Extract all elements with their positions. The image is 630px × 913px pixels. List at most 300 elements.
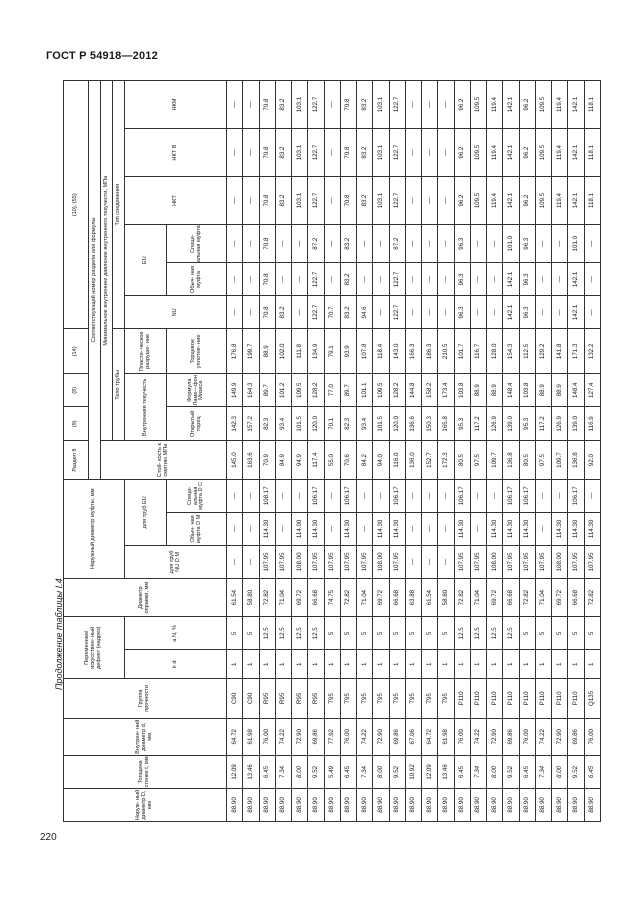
cell-an: 5 xyxy=(357,617,373,650)
cell-lame: 109.5 xyxy=(292,374,308,407)
hdr-pressure-title: Минимальное внутреннее давление внутреннего текучести, МПа xyxy=(101,81,113,441)
cell-od: 88.90 xyxy=(308,788,324,821)
cell-nu: — xyxy=(227,545,243,578)
cell-grade: T95 xyxy=(340,679,356,718)
cell-od: 88.90 xyxy=(373,788,389,821)
cell-p-eureg: — xyxy=(470,263,486,296)
cell-kd: 1 xyxy=(357,650,373,679)
cell-nkm: 96.2 xyxy=(454,81,470,129)
table-row xyxy=(259,81,275,822)
cell-nu: 107.95 xyxy=(584,545,601,578)
cell-nkm: 142.1 xyxy=(503,81,519,129)
cell-lame: 101.1 xyxy=(357,374,373,407)
cell-id: 76.00 xyxy=(340,718,356,755)
cell-open: 139.0 xyxy=(568,407,584,441)
cell-od: 88.90 xyxy=(503,788,519,821)
cell-lame: 88.9 xyxy=(535,374,551,407)
cell-drift: 72.82 xyxy=(584,578,601,616)
cell-nu: 107.95 xyxy=(568,545,584,578)
cell-grade: T95 xyxy=(373,679,389,718)
cell-wt: 9.52 xyxy=(568,755,584,788)
cell-euspec: 106.17 xyxy=(340,479,356,512)
cell-hkt: 96.2 xyxy=(519,177,535,225)
cell-wt: 12.09 xyxy=(227,755,243,788)
cell-eureg: 114.30 xyxy=(519,512,535,545)
cell-p-eureg: 142.1 xyxy=(503,263,519,296)
cell-p-eureg: — xyxy=(275,263,291,296)
cell-p-nu: 122.7 xyxy=(308,296,324,329)
cell-drift: 61.54 xyxy=(227,578,243,616)
hdr-eu-pipe: для труб EU xyxy=(125,479,167,545)
cell-open: 117.2 xyxy=(470,407,486,441)
cell-p-euspec: 101.0 xyxy=(503,225,519,263)
table-body xyxy=(227,81,601,822)
cell-capped: 118.4 xyxy=(373,329,389,374)
cell-hktv: 122.7 xyxy=(308,129,324,177)
cell-od: 88.90 xyxy=(357,788,373,821)
cell-od: 88.90 xyxy=(487,788,503,821)
cell-nu: 107.95 xyxy=(357,545,373,578)
cell-wt: 6.45 xyxy=(259,755,275,788)
cell-collapse: 84.9 xyxy=(275,441,291,479)
cell-kd: 1 xyxy=(503,650,519,679)
cell-grade: C90 xyxy=(227,679,243,718)
cell-hktv: 118.1 xyxy=(584,129,601,177)
cell-open: 120.0 xyxy=(308,407,324,441)
cell-id: 72.90 xyxy=(373,718,389,755)
cell-capped: 116.7 xyxy=(470,329,486,374)
cell-p-euspec: 87.2 xyxy=(389,225,405,263)
cell-open: 93.4 xyxy=(275,407,291,441)
cell-p-nu: 142.1 xyxy=(503,296,519,329)
cell-eureg: 114.30 xyxy=(340,512,356,545)
cell-hktv: 70.8 xyxy=(340,129,356,177)
cell-wt: 7.34 xyxy=(357,755,373,788)
cell-wt: 8.00 xyxy=(487,755,503,788)
cell-an: 12.5 xyxy=(292,617,308,650)
cell-collapse: 80.5 xyxy=(454,441,470,479)
cell-nkm: 70.8 xyxy=(259,81,275,129)
cell-p-euspec: — xyxy=(487,225,503,263)
cell-p-eureg: — xyxy=(438,263,454,296)
cell-p-nu: — xyxy=(584,296,601,329)
cell-nu: 107.95 xyxy=(519,545,535,578)
cell-p-euspec: — xyxy=(275,225,291,263)
cell-kd: 1 xyxy=(405,650,421,679)
cell-euspec: — xyxy=(324,479,340,512)
cell-euspec: — xyxy=(487,479,503,512)
cell-capped: 186.3 xyxy=(422,329,438,374)
cell-hkt: 109.5 xyxy=(470,177,486,225)
cell-collapse: 84.2 xyxy=(357,441,373,479)
cell-p-eureg: — xyxy=(292,263,308,296)
cell-nu: 107.95 xyxy=(340,545,356,578)
cell-euspec: — xyxy=(357,479,373,512)
cell-od: 88.90 xyxy=(584,788,601,821)
cell-eureg: 114.30 xyxy=(568,512,584,545)
cell-kd: 1 xyxy=(373,650,389,679)
cell-p-nu: — xyxy=(487,296,503,329)
cell-capped: 199.7 xyxy=(243,329,259,374)
cell-p-euspec: — xyxy=(438,225,454,263)
cell-id: 74.22 xyxy=(470,718,486,755)
cell-id: 72.90 xyxy=(552,718,568,755)
cell-kd: 1 xyxy=(470,650,486,679)
cell-p-euspec: — xyxy=(243,225,259,263)
cell-p-eureg: — xyxy=(487,263,503,296)
document-header: ГОСТ Р 54918—2012 xyxy=(46,50,158,62)
hdr-formula-14: (14) xyxy=(64,329,89,374)
cell-p-euspec: 96.3 xyxy=(519,225,535,263)
cell-hkt: 109.5 xyxy=(535,177,551,225)
cell-eureg: — xyxy=(438,512,454,545)
cell-p-nu: — xyxy=(227,296,243,329)
cell-open: 142.3 xyxy=(227,407,243,441)
cell-hkt: 142.1 xyxy=(568,177,584,225)
hdr-nkm: НКМ xyxy=(125,81,227,129)
cell-hktv: 142.1 xyxy=(568,129,584,177)
table-row xyxy=(584,81,601,822)
cell-nkm: 70.8 xyxy=(340,81,356,129)
cell-wt: 9.52 xyxy=(389,755,405,788)
cell-collapse: 145.0 xyxy=(227,441,243,479)
cell-collapse: 109.7 xyxy=(552,441,568,479)
cell-capped: 107.8 xyxy=(357,329,373,374)
cell-kd: 1 xyxy=(324,650,340,679)
cell-open: 157.2 xyxy=(243,407,259,441)
cell-nu: 107.95 xyxy=(308,545,324,578)
cell-nkm: 119.4 xyxy=(552,81,568,129)
cell-nkm: 122.7 xyxy=(389,81,405,129)
hdr-eu-special-coupling: Специ- альная муфта D C xyxy=(167,479,227,512)
cell-collapse: 94.0 xyxy=(373,441,389,479)
cell-nkm: 118.1 xyxy=(584,81,601,129)
cell-open: 139.0 xyxy=(503,407,519,441)
cell-kd: 1 xyxy=(535,650,551,679)
cell-id: 69.86 xyxy=(568,718,584,755)
cell-eureg: — xyxy=(243,512,259,545)
cell-p-eureg: 96.3 xyxy=(454,263,470,296)
cell-grade: P110 xyxy=(503,679,519,718)
cell-lame: 89.7 xyxy=(340,374,356,407)
cell-wt: 10.92 xyxy=(405,755,421,788)
cell-hktv: 142.1 xyxy=(503,129,519,177)
cell-p-eureg: — xyxy=(405,263,421,296)
hdr-eu-special: Специ- альная муфта xyxy=(167,225,227,263)
hdr-collapse: Стой- кость к смятию МПа xyxy=(101,441,227,479)
cell-drift: 63.88 xyxy=(405,578,421,616)
cell-hktv: — xyxy=(227,129,243,177)
cell-wt: 6.45 xyxy=(454,755,470,788)
cell-euspec: 106.17 xyxy=(308,479,324,512)
cell-nu: — xyxy=(243,545,259,578)
cell-p-eureg: 70.8 xyxy=(259,263,275,296)
cell-id: 72.90 xyxy=(292,718,308,755)
cell-nkm: — xyxy=(422,81,438,129)
cell-nu: — xyxy=(422,545,438,578)
table-row xyxy=(324,81,340,822)
cell-capped: 134.9 xyxy=(308,329,324,374)
cell-euspec: — xyxy=(292,479,308,512)
cell-open: 95.3 xyxy=(454,407,470,441)
cell-lame: 77.0 xyxy=(324,374,340,407)
cell-od: 88.90 xyxy=(389,788,405,821)
cell-od: 88.90 xyxy=(470,788,486,821)
cell-p-euspec: 70.8 xyxy=(259,225,275,263)
cell-kd: 1 xyxy=(340,650,356,679)
cell-lame: 103.8 xyxy=(454,374,470,407)
cell-hkt: 119.4 xyxy=(487,177,503,225)
cell-hktv: — xyxy=(422,129,438,177)
cell-an: 12.5 xyxy=(454,617,470,650)
cell-capped: 141.8 xyxy=(552,329,568,374)
pipe-data-table xyxy=(63,80,601,822)
cell-euspec: 106.17 xyxy=(454,479,470,512)
cell-eureg: 114.30 xyxy=(584,512,601,545)
hdr-formula-8: (8) xyxy=(64,374,89,407)
cell-kd: 1 xyxy=(438,650,454,679)
cell-nu: — xyxy=(405,545,421,578)
cell-od: 88.90 xyxy=(275,788,291,821)
cell-nkm: — xyxy=(324,81,340,129)
table-row xyxy=(470,81,486,822)
cell-drift: 71.04 xyxy=(470,578,486,616)
cell-grade: R95 xyxy=(292,679,308,718)
cell-p-nu: — xyxy=(373,296,389,329)
cell-drift: 69.72 xyxy=(487,578,503,616)
cell-p-nu: 83.2 xyxy=(275,296,291,329)
hdr-eu-regular-coupling: Обыч- ная муфта D M xyxy=(167,512,227,545)
hdr-internal-yield: Внутренняя текучесть xyxy=(125,374,167,441)
cell-euspec: — xyxy=(422,479,438,512)
cell-open: 93.4 xyxy=(357,407,373,441)
cell-nkm: — xyxy=(227,81,243,129)
cell-eureg: — xyxy=(422,512,438,545)
hdr-kd: k d xyxy=(125,650,227,679)
cell-drift: 72.82 xyxy=(519,578,535,616)
cell-p-nu: 122.7 xyxy=(389,296,405,329)
cell-an: 5 xyxy=(405,617,421,650)
cell-p-nu: — xyxy=(552,296,568,329)
cell-nu: 107.95 xyxy=(454,545,470,578)
cell-grade: P110 xyxy=(535,679,551,718)
cell-hktv: 83.2 xyxy=(275,129,291,177)
cell-capped: 93.9 xyxy=(340,329,356,374)
cell-euspec: 106.17 xyxy=(568,479,584,512)
cell-hktv: — xyxy=(438,129,454,177)
cell-p-eureg: — xyxy=(552,263,568,296)
hdr-drift-diameter: Диаметр оправки, мм xyxy=(64,578,227,616)
continuation-caption: Продолжение таблицы I.4 xyxy=(54,578,64,690)
cell-open: 82.3 xyxy=(340,407,356,441)
hdr-strength-grade: Группа прочности xyxy=(64,679,227,718)
table-row xyxy=(340,81,356,822)
cell-eureg: 114.30 xyxy=(487,512,503,545)
cell-p-eureg: 122.7 xyxy=(389,263,405,296)
cell-drift: 72.82 xyxy=(340,578,356,616)
cell-an: 5 xyxy=(552,617,568,650)
cell-id: 76.00 xyxy=(519,718,535,755)
cell-drift: 74.75 xyxy=(324,578,340,616)
cell-euspec: 106.17 xyxy=(519,479,535,512)
cell-eureg: — xyxy=(275,512,291,545)
cell-collapse: 136.8 xyxy=(568,441,584,479)
hdr-formula-10-55: (10), (55) xyxy=(64,81,89,329)
cell-open: 82.3 xyxy=(259,407,275,441)
cell-hkt: — xyxy=(243,177,259,225)
hdr-inner-diameter: Внутрен- ний диаметр d, мм xyxy=(64,718,227,755)
cell-euspec: — xyxy=(373,479,389,512)
cell-eureg: 114.30 xyxy=(259,512,275,545)
cell-lame: 164.3 xyxy=(243,374,259,407)
cell-p-eureg: 142.1 xyxy=(568,263,584,296)
cell-p-nu: — xyxy=(438,296,454,329)
cell-kd: 1 xyxy=(275,650,291,679)
cell-od: 88.90 xyxy=(340,788,356,821)
cell-p-nu: — xyxy=(422,296,438,329)
cell-kd: 1 xyxy=(552,650,568,679)
cell-capped: 111.8 xyxy=(292,329,308,374)
table-row xyxy=(487,81,503,822)
cell-p-nu: — xyxy=(292,296,308,329)
cell-p-eureg: 122.7 xyxy=(308,263,324,296)
cell-wt: 7.34 xyxy=(275,755,291,788)
cell-eureg: — xyxy=(470,512,486,545)
cell-lame: 128.2 xyxy=(308,374,324,407)
cell-p-euspec: 101.0 xyxy=(568,225,584,263)
table-row xyxy=(227,81,243,822)
table-row xyxy=(454,81,470,822)
cell-collapse: 109.7 xyxy=(487,441,503,479)
cell-capped: 101.7 xyxy=(454,329,470,374)
cell-p-euspec: — xyxy=(324,225,340,263)
cell-an: 5 xyxy=(422,617,438,650)
cell-nkm: — xyxy=(438,81,454,129)
cell-hkt: — xyxy=(422,177,438,225)
hdr-nu-pipe: для труб NU D M xyxy=(125,545,227,578)
cell-lame: 158.2 xyxy=(422,374,438,407)
cell-grade: P110 xyxy=(519,679,535,718)
cell-open: 116.9 xyxy=(584,407,601,441)
cell-grade: C90 xyxy=(243,679,259,718)
cell-lame: 173.4 xyxy=(438,374,454,407)
cell-wt: 8.00 xyxy=(292,755,308,788)
cell-wt: 5.49 xyxy=(324,755,340,788)
cell-lame: 149.9 xyxy=(227,374,243,407)
cell-id: 77.92 xyxy=(324,718,340,755)
cell-nkm: 103.1 xyxy=(373,81,389,129)
cell-hktv: — xyxy=(405,129,421,177)
cell-id: 61.98 xyxy=(438,718,454,755)
cell-kd: 1 xyxy=(259,650,275,679)
cell-an: 5 xyxy=(584,617,601,650)
cell-hktv: 96.2 xyxy=(519,129,535,177)
cell-od: 88.90 xyxy=(405,788,421,821)
cell-collapse: 94.9 xyxy=(292,441,308,479)
cell-p-euspec: — xyxy=(470,225,486,263)
cell-id: 76.00 xyxy=(454,718,470,755)
cell-euspec: — xyxy=(275,479,291,512)
hdr-coupling-od: Наружный диаметр муфты, мм xyxy=(64,479,125,578)
hdr-eu: EU xyxy=(125,225,167,296)
cell-nu: 107.95 xyxy=(535,545,551,578)
cell-lame: 88.9 xyxy=(470,374,486,407)
cell-nkm: — xyxy=(405,81,421,129)
cell-nu: 107.95 xyxy=(324,545,340,578)
cell-eureg: 114.30 xyxy=(373,512,389,545)
cell-hktv: 119.4 xyxy=(552,129,568,177)
cell-nkm: 109.5 xyxy=(470,81,486,129)
table-row xyxy=(552,81,568,822)
cell-p-euspec: — xyxy=(227,225,243,263)
hdr-open-end: Открытый торец xyxy=(167,407,227,441)
cell-lame: 109.5 xyxy=(373,374,389,407)
cell-nu: 108.00 xyxy=(292,545,308,578)
cell-grade: Q135 xyxy=(584,679,601,718)
hdr-eu-regular: Обыч- ная муфта xyxy=(167,263,227,296)
cell-p-nu: 70.7 xyxy=(324,296,340,329)
cell-p-eureg: — xyxy=(584,263,601,296)
cell-an: 5 xyxy=(340,617,356,650)
cell-an: 5 xyxy=(389,617,405,650)
cell-p-nu: 94.6 xyxy=(357,296,373,329)
cell-hktv: 70.8 xyxy=(259,129,275,177)
cell-grade: P110 xyxy=(568,679,584,718)
cell-an: 5 xyxy=(227,617,243,650)
cell-drift: 66.68 xyxy=(568,578,584,616)
table-row xyxy=(438,81,454,822)
cell-hkt: — xyxy=(405,177,421,225)
table-row xyxy=(308,81,324,822)
cell-nu: 107.95 xyxy=(275,545,291,578)
cell-lame: 101.2 xyxy=(275,374,291,407)
cell-drift: 58.80 xyxy=(243,578,259,616)
cell-id: 61.98 xyxy=(243,718,259,755)
cell-collapse: 70.9 xyxy=(259,441,275,479)
cell-lame: 89.7 xyxy=(259,374,275,407)
cell-capped: 128.0 xyxy=(487,329,503,374)
cell-collapse: 136.8 xyxy=(503,441,519,479)
cell-p-eureg: 96.3 xyxy=(519,263,535,296)
hdr-wall-thickness: Толщина стенки t, мм xyxy=(64,755,227,788)
hdr-capped-end: Торцевое уплотне- ние xyxy=(167,329,227,374)
hdr-an: a N, % xyxy=(125,617,227,650)
table-row xyxy=(389,81,405,822)
cell-nkm: 83.2 xyxy=(357,81,373,129)
cell-hkt: 70.8 xyxy=(340,177,356,225)
cell-grade: T95 xyxy=(405,679,421,718)
cell-id: 67.06 xyxy=(405,718,421,755)
cell-hktv: 83.2 xyxy=(357,129,373,177)
cell-capped: 88.9 xyxy=(259,329,275,374)
cell-collapse: 97.5 xyxy=(535,441,551,479)
cell-an: 5 xyxy=(243,617,259,650)
cell-nkm: 122.7 xyxy=(308,81,324,129)
cell-hkt: — xyxy=(438,177,454,225)
cell-od: 88.90 xyxy=(243,788,259,821)
cell-id: 64.72 xyxy=(422,718,438,755)
cell-od: 88.90 xyxy=(568,788,584,821)
cell-grade: R95 xyxy=(308,679,324,718)
cell-drift: 72.82 xyxy=(259,578,275,616)
table-row xyxy=(503,81,519,822)
cell-kd: 1 xyxy=(243,650,259,679)
cell-euspec: — xyxy=(470,479,486,512)
cell-open: 120.0 xyxy=(389,407,405,441)
cell-capped: 132.2 xyxy=(584,329,601,374)
cell-drift: 66.68 xyxy=(389,578,405,616)
cell-eureg: 114.30 xyxy=(454,512,470,545)
